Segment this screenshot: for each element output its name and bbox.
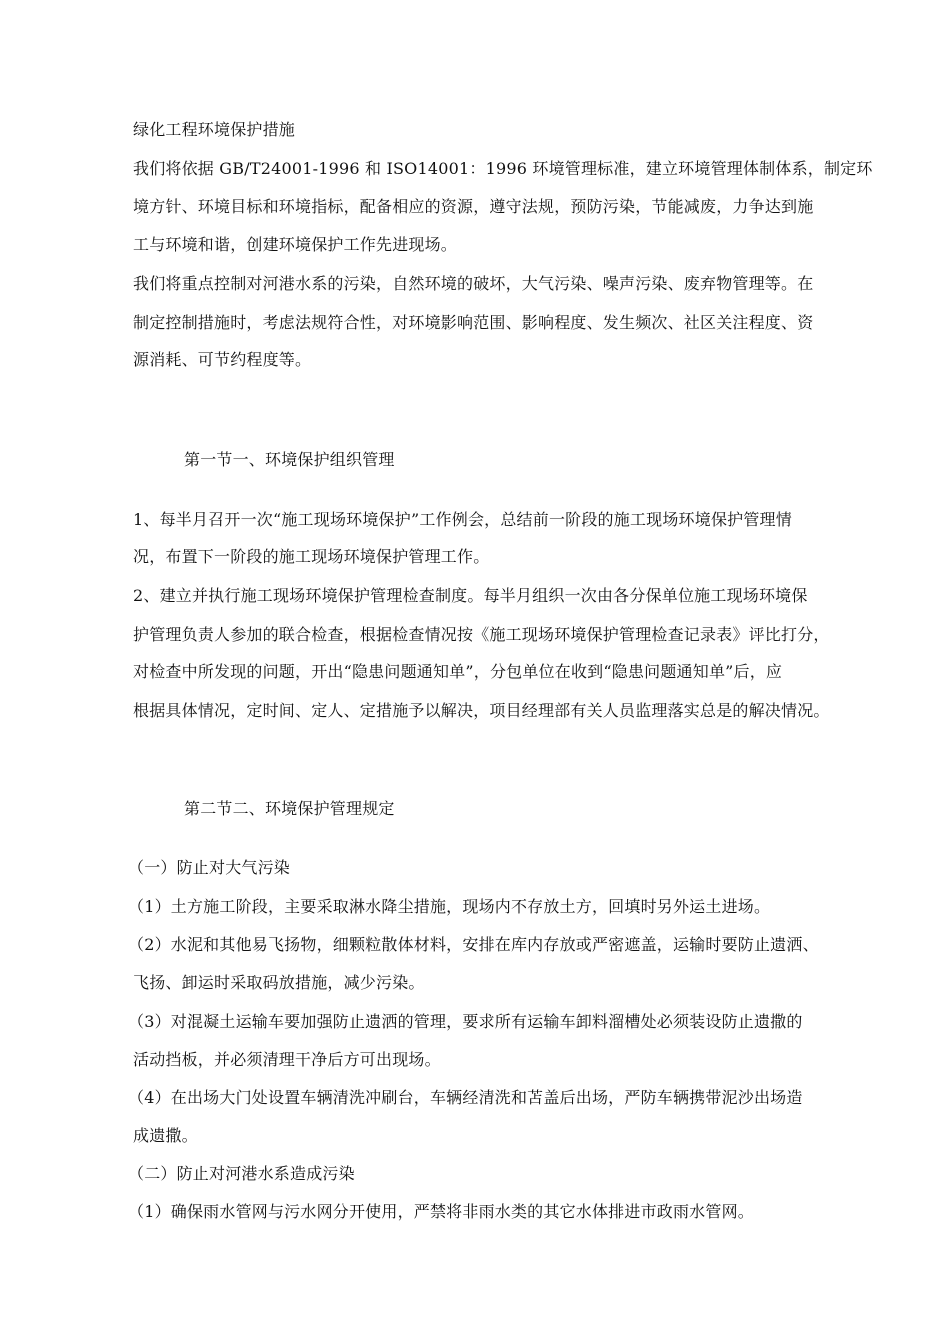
intro-line: 我们将重点控制对河港水系的污染，自然环境的破坏，大气污染、噪声污染、废弃物管理等。在 [133, 274, 814, 293]
paragraph-line: 护管理负责人参加的联合检查，根据检查情况按《施工现场环境保护管理检查记录表》评比打分， [133, 625, 830, 644]
paragraph-line: （4）在出场大门处设置车辆清洗冲刷台，车辆经清洗和苫盖后出场，严防车辆携带泥沙出场造 [128, 1088, 803, 1107]
intro-line: 我们将依据 GB/T24001-1996 和 ISO14001：1996 环境管理标准，建立环境管理体制体系，制定环 [133, 159, 873, 178]
intro-line: 境方针、环境目标和环境指标，配备相应的资源，遵守法规，预防污染，节能减废，力争达到施 [133, 197, 814, 216]
subsection-heading: （二）防止对河港水系造成污染 [128, 1164, 355, 1183]
paragraph-line: 况，布置下一阶段的施工现场环境保护管理工作。 [133, 547, 490, 566]
paragraph-line: 活动挡板，并必须清理干净后方可出现场。 [133, 1050, 441, 1069]
paragraph-line: （1）确保雨水管网与污水网分开使用，严禁将非雨水类的其它水体排进市政雨水管网。 [128, 1202, 754, 1221]
paragraph-line: （3）对混凝土运输车要加强防止遗洒的管理，要求所有运输车卸料溜槽处必须装设防止遗撒的 [128, 1012, 803, 1031]
paragraph-line: （1）土方施工阶段，主要采取淋水降尘措施，现场内不存放土方，回填时另外运土进场。 [128, 897, 771, 916]
paragraph-line: 2、建立并执行施工现场环境保护管理检查制度。每半月组织一次由各分保单位施工现场环境保 [133, 586, 808, 605]
intro-line: 工与环境和谐，创建环境保护工作先进现场。 [133, 235, 458, 254]
paragraph-line: 飞扬、卸运时采取码放措施，减少污染。 [133, 973, 425, 992]
paragraph-line: 根据具体情况，定时间、定人、定措施予以解决，项目经理部有关人员监理落实总是的解决情况。 [133, 701, 830, 720]
intro-line: 制定控制措施时，考虑法规符合性，对环境影响范围、影响程度、发生频次、社区关注程度、资 [133, 313, 814, 332]
intro-line: 源消耗、可节约程度等。 [133, 350, 312, 369]
section-heading: 第二节二、环境保护管理规定 [184, 799, 395, 818]
section-heading: 第一节一、环境保护组织管理 [184, 450, 395, 469]
subsection-heading: （一）防止对大气污染 [128, 858, 291, 877]
paragraph-line: 成遗撒。 [133, 1126, 198, 1145]
paragraph-line: 对检查中所发现的问题，开出“隐患问题通知单”，分包单位在收到“隐患问题通知单”后，应 [133, 662, 783, 681]
paragraph-line: 1、每半月召开一次“施工现场环境保护”工作例会，总结前一阶段的施工现场环境保护管理情 [133, 510, 792, 529]
document-title: 绿化工程环境保护措施 [133, 120, 296, 139]
paragraph-line: （2）水泥和其他易飞扬物，细颗粒散体材料，安排在库内存放或严密遮盖，运输时要防止遗洒、 [128, 935, 819, 954]
